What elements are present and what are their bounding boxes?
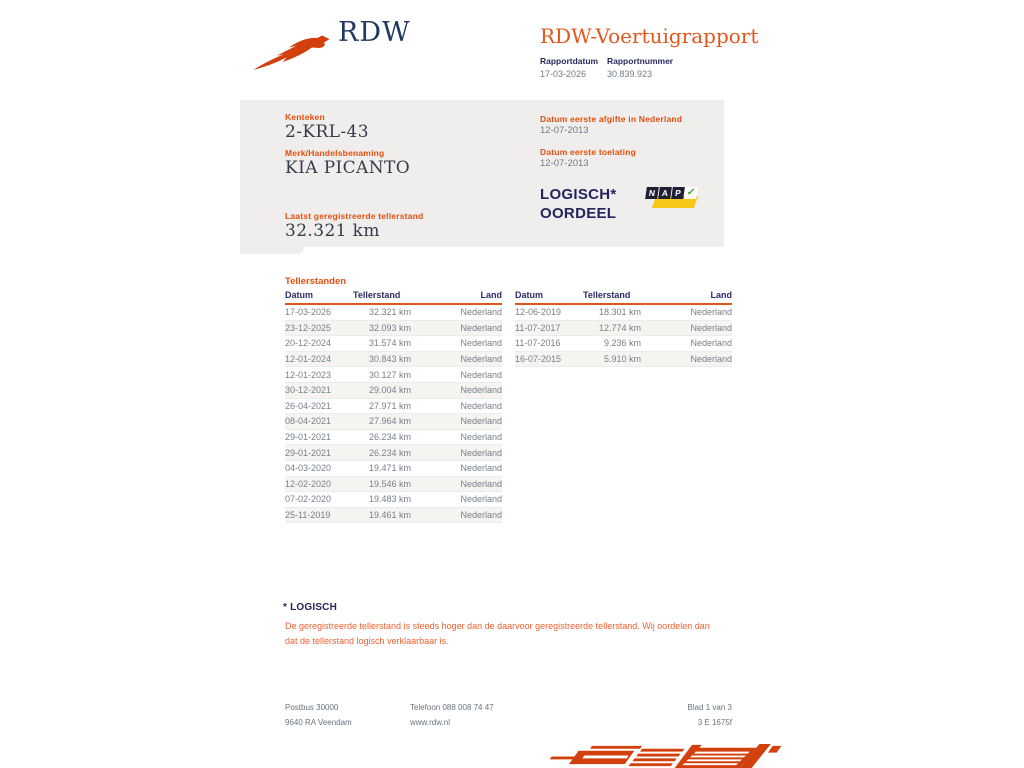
cell-land: Nederland	[460, 322, 502, 333]
oordeel-text	[540, 185, 617, 223]
col-datum: Datum	[285, 290, 314, 300]
cell-tellerstand: 29.004 km	[368, 385, 411, 396]
cell-land: Nederland	[460, 307, 502, 318]
cell-datum: 26-04-2021	[285, 400, 332, 411]
footer-page-number: Blad 1 van 3	[687, 703, 732, 712]
cell-tellerstand: 32.093 km	[368, 322, 411, 333]
cell-tellerstand: 26.234 km	[368, 447, 411, 458]
cell-land: Nederland	[460, 416, 502, 427]
table-row	[285, 383, 502, 399]
cell-tellerstand: 12.774 km	[598, 322, 641, 333]
col-datum: Datum	[515, 290, 544, 300]
cell-tellerstand: 19.546 km	[368, 478, 411, 489]
report-date-value: 17-03-2026	[540, 69, 587, 79]
footer-address-line2: 9640 RA Veendam	[285, 718, 352, 727]
footer-form-code: 3 E 1675f	[697, 718, 732, 727]
cell-land: Nederland	[690, 354, 732, 365]
table-row	[285, 477, 502, 493]
table-row	[285, 414, 502, 430]
table-row	[515, 336, 732, 352]
cell-datum: 23-12-2025	[285, 322, 332, 333]
table-row	[285, 321, 502, 337]
col-land: Land	[710, 290, 732, 300]
table-row	[285, 508, 502, 524]
laatste-tellerstand-label: Laatst geregistreerde tellerstand	[285, 211, 424, 221]
report-number-label: Rapportnummer	[607, 56, 674, 66]
eerste-toelating-value: 12-07-2013	[540, 158, 589, 169]
cell-tellerstand: 32.321 km	[368, 307, 411, 318]
cell-tellerstand: 30.843 km	[368, 354, 411, 365]
cell-tellerstand: 18.301 km	[598, 307, 641, 318]
report-date-label: Rapportdatum	[540, 56, 599, 66]
cell-land: Nederland	[460, 463, 502, 474]
eerste-toelating-label: Datum eerste toelating	[540, 147, 637, 157]
cell-land: Nederland	[460, 385, 502, 396]
table-row	[285, 461, 502, 477]
kenteken-label: Kenteken	[285, 112, 325, 122]
cell-tellerstand: 30.127 km	[368, 369, 411, 380]
table-row	[285, 445, 502, 461]
report-number-value: 30.839.923	[607, 69, 653, 79]
cell-land: Nederland	[460, 432, 502, 443]
oordeel-line2: OORDEEL	[540, 205, 617, 222]
cell-datum: 29-01-2021	[285, 447, 332, 458]
cell-datum: 07-02-2020	[285, 494, 332, 505]
table-row	[515, 305, 732, 321]
rdw-bird-logo	[250, 24, 334, 74]
vehicle-summary-box	[240, 100, 724, 247]
table-row	[285, 336, 502, 352]
col-tellerstand: Tellerstand	[583, 290, 631, 300]
cell-land: Nederland	[690, 307, 732, 318]
footer-address	[285, 700, 352, 730]
cell-datum: 04-03-2020	[285, 463, 332, 474]
cell-datum: 17-03-2026	[285, 307, 332, 318]
cell-land: Nederland	[460, 338, 502, 349]
nap-logo	[646, 186, 698, 210]
table-row	[515, 321, 732, 337]
cell-tellerstand: 31.574 km	[368, 338, 411, 349]
cell-land: Nederland	[460, 369, 502, 380]
merk-value: KIA PICANTO	[285, 158, 411, 178]
cell-tellerstand: 19.461 km	[368, 510, 411, 521]
cell-land: Nederland	[460, 354, 502, 365]
cell-tellerstand: 26.234 km	[368, 432, 411, 443]
cell-datum: 25-11-2019	[285, 510, 331, 521]
cell-datum: 12-06-2019	[515, 307, 562, 318]
table-row	[285, 367, 502, 383]
cell-datum: 11-07-2016	[515, 338, 561, 349]
footnote-text: De geregistreerde tellerstand is steeds hoger dan de daarvoor geregistreerde tellerstand. Wij oordelen dan dat de tellerstand logisch verklaarbaar is.	[285, 621, 710, 646]
col-tellerstand: Tellerstand	[353, 290, 401, 300]
table-row	[285, 492, 502, 508]
table-row	[285, 399, 502, 415]
cell-datum: 30-12-2021	[285, 385, 332, 396]
report-meta	[540, 56, 673, 79]
laatste-tellerstand-value: 32.321 km	[285, 221, 380, 241]
cell-datum: 11-07-2017	[515, 322, 561, 333]
cell-land: Nederland	[460, 447, 502, 458]
cell-tellerstand: 27.971 km	[368, 400, 411, 411]
cell-datum: 29-01-2021	[285, 432, 332, 443]
cell-datum: 20-12-2024	[285, 338, 332, 349]
table-row	[285, 352, 502, 368]
cell-tellerstand: 5.910 km	[603, 354, 641, 365]
nap-letter-a: A	[658, 187, 672, 199]
cell-land: Nederland	[690, 338, 732, 349]
cell-land: Nederland	[460, 510, 502, 521]
bottom-wing-graphic	[545, 743, 790, 768]
table-header	[515, 290, 732, 305]
rdw-wordmark: RDW	[338, 17, 411, 48]
odometer-table-left	[285, 290, 502, 523]
odometer-table-right	[515, 290, 732, 367]
eerste-afgifte-value: 12-07-2013	[540, 125, 589, 136]
footnote-title: * LOGISCH	[283, 602, 338, 613]
oordeel-line1: LOGISCH*	[540, 186, 617, 203]
table-row	[515, 352, 732, 368]
merk-label: Merk/Handelsbenaming	[285, 148, 385, 158]
footer-website: www.rdw.nl	[410, 718, 451, 727]
footer-page-info	[688, 700, 732, 730]
nap-letter-n: N	[645, 187, 659, 199]
cell-land: Nederland	[460, 494, 502, 505]
kenteken-value: 2-KRL-43	[285, 122, 369, 142]
report-title: RDW-Voertuigrapport	[540, 24, 759, 48]
nap-letter-p: P	[671, 187, 685, 199]
cell-datum: 12-02-2020	[285, 478, 332, 489]
eerste-afgifte-label: Datum eerste afgifte in Nederland	[540, 114, 683, 124]
cell-datum: 12-01-2023	[285, 369, 332, 380]
cell-datum: 12-01-2024	[285, 354, 332, 365]
cell-land: Nederland	[460, 478, 502, 489]
cell-tellerstand: 27.964 km	[368, 416, 411, 427]
footer-address-line1: Postbus 30000	[285, 703, 339, 712]
table-row	[285, 430, 502, 446]
cell-datum: 16-07-2015	[515, 354, 562, 365]
footer-phone: Telefoon 088 008 74 47	[410, 703, 494, 712]
cell-tellerstand: 19.471 km	[368, 463, 411, 474]
footer-contact	[410, 700, 494, 730]
table-header	[285, 290, 502, 305]
tellerstanden-title: Tellerstanden	[285, 276, 347, 287]
cell-tellerstand: 9.236 km	[603, 338, 641, 349]
cell-land: Nederland	[460, 400, 502, 411]
col-land: Land	[480, 290, 502, 300]
cell-datum: 08-04-2021	[285, 416, 332, 427]
nap-check-icon: ✓	[686, 187, 697, 198]
summary-box-tab	[240, 247, 304, 254]
cell-tellerstand: 19.483 km	[368, 494, 411, 505]
cell-land: Nederland	[690, 322, 732, 333]
table-row	[285, 305, 502, 321]
